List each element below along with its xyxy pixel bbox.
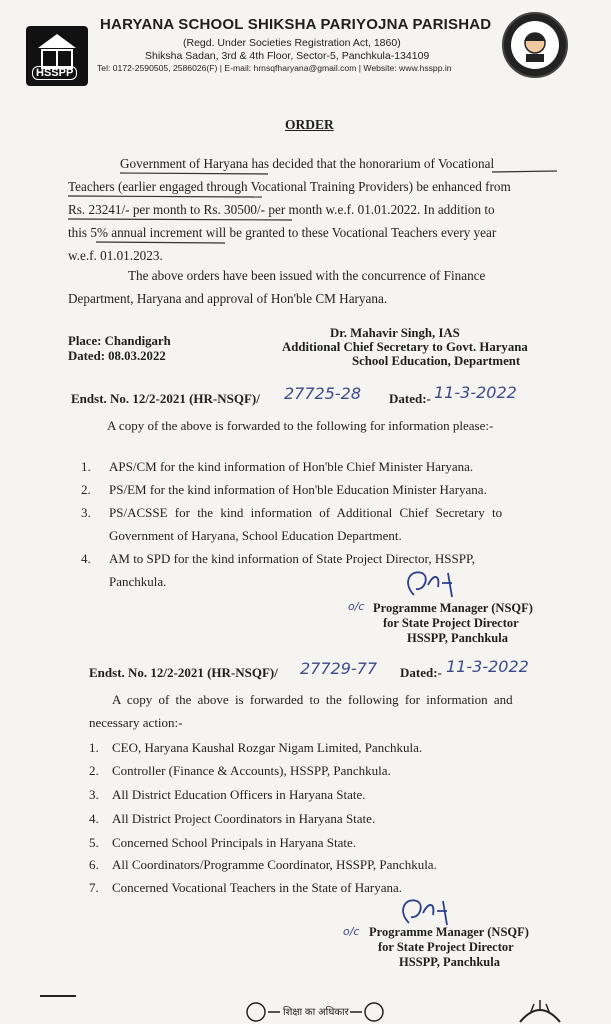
endst2-sign2: for State Project Director	[378, 940, 514, 954]
address-line: Shiksha Sadan, 3rd & 4th Floor, Sector-5, Panchkula-134109	[145, 50, 430, 62]
endst1-item2: PS/EM for the kind information of Hon'ble Education Minister Haryana.	[109, 482, 487, 497]
org-title: HARYANA SCHOOL SHIKSHA PARIYOJNA PARISHAD	[100, 16, 492, 33]
endst2-item4: All District Project Coordinators in Haryana State.	[112, 811, 376, 826]
endst2-item1-num: 1.	[89, 740, 99, 755]
order-para1-line3: Rs. 23241/- per month to Rs. 30500/- per month w.e.f. 01.01.2022. In addition to	[68, 202, 495, 217]
endst1-hand-number: 27725-28	[284, 384, 362, 403]
endst2-item5-num: 5.	[89, 835, 99, 850]
endst2-label: Endst. No. 12/2-2021 (HR-NSQF)/	[89, 665, 278, 680]
contact-line: Tel: 0172-2590505, 2586026(F) | E-mail: hrnsqfharyana@gmail.com | Website: www.hsspp.in	[97, 63, 452, 73]
endst1-item4-num: 4.	[81, 551, 91, 566]
order-para2-line1: The above orders have been issued with the concurrence of Finance	[128, 268, 486, 283]
endst1-label: Endst. No. 12/2-2021 (HR-NSQF)/	[71, 391, 260, 406]
endst2-item7-num: 7.	[89, 880, 99, 895]
endst1-item4-line2: Panchkula.	[109, 574, 167, 589]
endst1-item4-line1: AM to SPD for the kind information of State Project Director, HSSPP,	[109, 551, 475, 566]
endst1-intro: A copy of the above is forwarded to the following for information please:-	[107, 418, 494, 433]
endst1-item3-line2: Government of Haryana, School Education Department.	[109, 528, 402, 543]
footer-rule	[40, 995, 76, 997]
endst1-sign2: for State Project Director	[383, 616, 519, 630]
endst2-item2: Controller (Finance & Accounts), HSSPP, Panchkula.	[112, 763, 391, 778]
endst2-item5: Concerned School Principals in Haryana State.	[112, 835, 357, 850]
endst1-date-label: Dated:-	[389, 391, 431, 406]
order-heading: ORDER	[285, 117, 334, 132]
endst2-item6-num: 6.	[89, 857, 99, 872]
endst2-sign3: HSSPP, Panchkula	[399, 955, 500, 969]
logo-label: HSSPP	[32, 66, 77, 80]
hand-underlines	[0, 0, 611, 300]
endst2-item2-num: 2.	[89, 763, 99, 778]
endst2-date-label: Dated:-	[400, 665, 442, 680]
dated: Dated: 08.03.2022	[68, 349, 166, 363]
endst1-item3-line1: PS/ACSSE for the kind information of Additional Chief Secretary to	[109, 505, 503, 520]
endst1-item2-num: 2.	[81, 482, 91, 497]
endst2-item3: All District Education Officers in Haryana State.	[112, 787, 366, 802]
endst2-sign-prefix: o/c	[343, 925, 360, 938]
endst2-item1: CEO, Haryana Kaushal Rozgar Nigam Limited, Panchkula.	[112, 740, 423, 755]
order-para1-line5: w.e.f. 01.01.2023.	[68, 248, 163, 263]
endst2-hand-number: 27729-77	[300, 659, 378, 678]
endst2-sign1: Programme Manager (NSQF)	[369, 925, 529, 939]
endst1-sign1: Programme Manager (NSQF)	[373, 601, 533, 615]
signatory-title1: Additional Chief Secretary to Govt. Haryana	[282, 340, 528, 354]
endst2-item4-num: 4.	[89, 811, 99, 826]
endst2-hand-date: 11-3-2022	[446, 657, 529, 676]
endst1-item1: APS/CM for the kind information of Hon'ble Chief Minister Haryana.	[109, 459, 474, 474]
endst1-item1-num: 1.	[81, 459, 91, 474]
footer-right-emblem	[510, 994, 570, 1024]
endst2-item3-num: 3.	[89, 787, 99, 802]
endst2-intro-line1: A copy of the above is forwarded to the following for information and	[112, 692, 513, 707]
endst1-sign-prefix: o/c	[348, 600, 365, 613]
endst1-sign3: HSSPP, Panchkula	[407, 631, 508, 645]
place: Place: Chandigarh	[68, 334, 171, 348]
signature-1	[400, 565, 480, 605]
order-para1-line4: this 5% annual increment will be granted to these Vocational Teachers every year	[68, 225, 497, 240]
endst1-item3-num: 3.	[81, 505, 91, 520]
footer-hindi-tag: शिक्षा का अधिकार	[283, 1007, 349, 1018]
endst2-intro-line2: necessary action:-	[89, 715, 183, 730]
signatory-name: Dr. Mahavir Singh, IAS	[330, 326, 460, 340]
order-para1-line2: Teachers (earlier engaged through Vocational Training Providers) be enhanced from	[68, 179, 511, 194]
regd-line: (Regd. Under Societies Registration Act, 1860)	[183, 37, 401, 49]
order-para1-line1: Government of Haryana has decided that the honorarium of Vocational	[120, 156, 495, 171]
signatory-title2: School Education, Department	[352, 354, 521, 368]
endst2-item6: All Coordinators/Programme Coordinator, HSSPP, Panchkula.	[112, 857, 437, 872]
endst2-item7: Concerned Vocational Teachers in the State of Haryana.	[112, 880, 403, 895]
order-para2-line2: Department, Haryana and approval of Hon'ble CM Haryana.	[68, 291, 388, 306]
endst1-hand-date: 11-3-2022	[434, 383, 517, 402]
